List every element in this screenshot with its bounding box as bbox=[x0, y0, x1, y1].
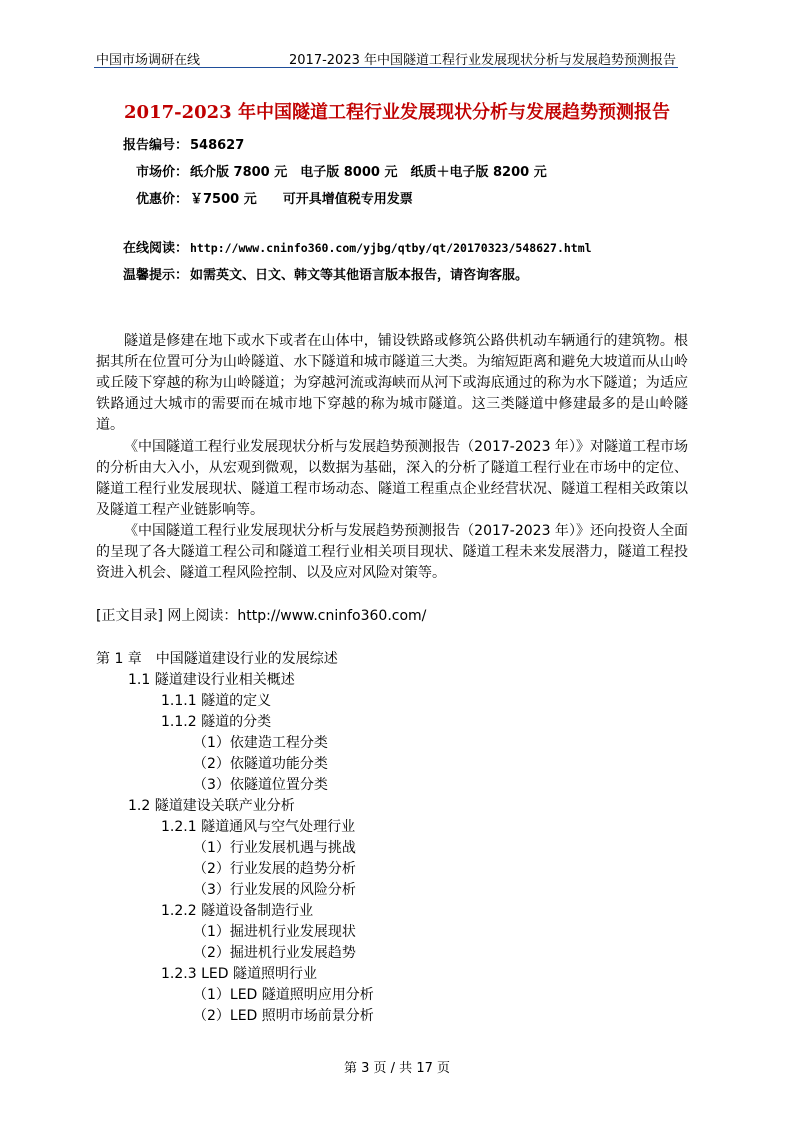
info-tip bbox=[110, 264, 528, 283]
online-url-link[interactable]: http://www.cninfo360.com/yjbg/qtby/qt/20170323/548627.html bbox=[190, 241, 592, 255]
toc-item[interactable]: 1.1 隧道建设行业相关概述 bbox=[128, 672, 295, 688]
toc-item[interactable]: （1）依建造工程分类 bbox=[193, 735, 328, 751]
info-online bbox=[110, 237, 592, 256]
price-value: 纸介版 7800 元 电子版 8000 元 纸质＋电子版 8200 元 bbox=[190, 165, 547, 180]
toc-item[interactable]: 1.1.2 隧道的分类 bbox=[161, 714, 272, 730]
toc-item[interactable]: 1.2.1 隧道通风与空气处理行业 bbox=[161, 819, 356, 835]
body-paragraph: 隧道是修建在地下或水下或者在山体中，铺设铁路或修筑公路供机动车辆通行的建筑物。根据其所在位置可分为山岭隧道、水下隧道和城市隧道三大类。为缩短距离和避免大坡道而从山岭或丘陵下穿越的称为山岭隧道；为穿越河流或海峡而从河下或海底通过的称为水下隧道；为适应铁路通过大城市的需要而在城市地下穿越的称为城市隧道。这三类隧道中修建最多的是山岭隧道。 bbox=[96, 333, 688, 433]
page-footer: 第 3 页 / 共 17 页 bbox=[344, 1061, 450, 1076]
toc-item[interactable]: （2）掘进机行业发展趋势 bbox=[193, 945, 356, 961]
toc-item[interactable]: 1.2 隧道建设关联产业分析 bbox=[128, 798, 295, 814]
body-paragraph: 《中国隧道工程行业发展现状分析与发展趋势预测报告（2017-2023 年）》对隧道工程市场的分析由大入小，从宏观到微观，以数据为基础，深入的分析了隧道工程行业在市场中的定位、隧道工程行业发展现状、隧道工程市场动态、隧道工程重点企业经营状况、隧道工程相关政策以及隧道工程产业链影响等。 bbox=[96, 439, 688, 518]
toc-item[interactable]: （2）LED 照明市场前景分析 bbox=[193, 1008, 374, 1024]
report-no-label: 报告编号： bbox=[122, 138, 188, 153]
toc-item[interactable]: 第 1 章 中国隧道建设行业的发展综述 bbox=[96, 651, 338, 667]
header-divider bbox=[94, 67, 678, 68]
toc-item[interactable]: 1.1.1 隧道的定义 bbox=[161, 693, 272, 709]
discount-label: 优惠价： bbox=[135, 192, 188, 207]
info-price bbox=[110, 161, 547, 180]
online-read-link[interactable]: [正文目录] 网上阅读：http://www.cninfo360.com/ bbox=[96, 608, 427, 624]
toc-item[interactable]: （1）行业发展机遇与挑战 bbox=[193, 840, 356, 856]
toc-item[interactable]: （1）掘进机行业发展现状 bbox=[193, 924, 356, 940]
report-no-value: 548627 bbox=[190, 138, 245, 153]
toc-item[interactable]: 1.2.2 隧道设备制造行业 bbox=[161, 903, 314, 919]
toc-item[interactable]: 1.2.3 LED 隧道照明行业 bbox=[161, 966, 317, 982]
header-right-text: 2017-2023 年中国隧道工程行业发展现状分析与发展趋势预测报告 bbox=[289, 53, 676, 68]
body-paragraph: 《中国隧道工程行业发展现状分析与发展趋势预测报告（2017-2023 年）》还向投资人全面的呈现了各大隧道工程公司和隧道工程行业相关项目现状、隧道工程未来发展潜力，隧道工程投资进入机会、隧道工程风险控制、以及应对风险对策等。 bbox=[96, 523, 688, 581]
header-left-text: 中国市场调研在线 bbox=[96, 53, 201, 68]
toc-item[interactable]: （1）LED 隧道照明应用分析 bbox=[193, 987, 374, 1003]
info-discount bbox=[110, 188, 413, 207]
toc-item[interactable]: （2）依隧道功能分类 bbox=[193, 756, 328, 772]
report-title: 2017-2023 年中国隧道工程行业发展现状分析与发展趋势预测报告 bbox=[124, 102, 670, 123]
toc-item[interactable]: （3）行业发展的风险分析 bbox=[193, 882, 356, 898]
discount-value: ￥7500 元 可开具增值税专用发票 bbox=[190, 192, 413, 207]
info-report-no bbox=[110, 134, 244, 153]
price-label: 市场价： bbox=[135, 165, 188, 180]
tip-label: 温馨提示： bbox=[122, 268, 188, 283]
toc-item[interactable]: （2）行业发展的趋势分析 bbox=[193, 861, 356, 877]
toc-item[interactable]: （3）依隧道位置分类 bbox=[193, 777, 328, 793]
online-label: 在线阅读： bbox=[122, 241, 188, 256]
tip-value: 如需英文、日文、韩文等其他语言版本报告，请咨询客服。 bbox=[190, 268, 529, 283]
